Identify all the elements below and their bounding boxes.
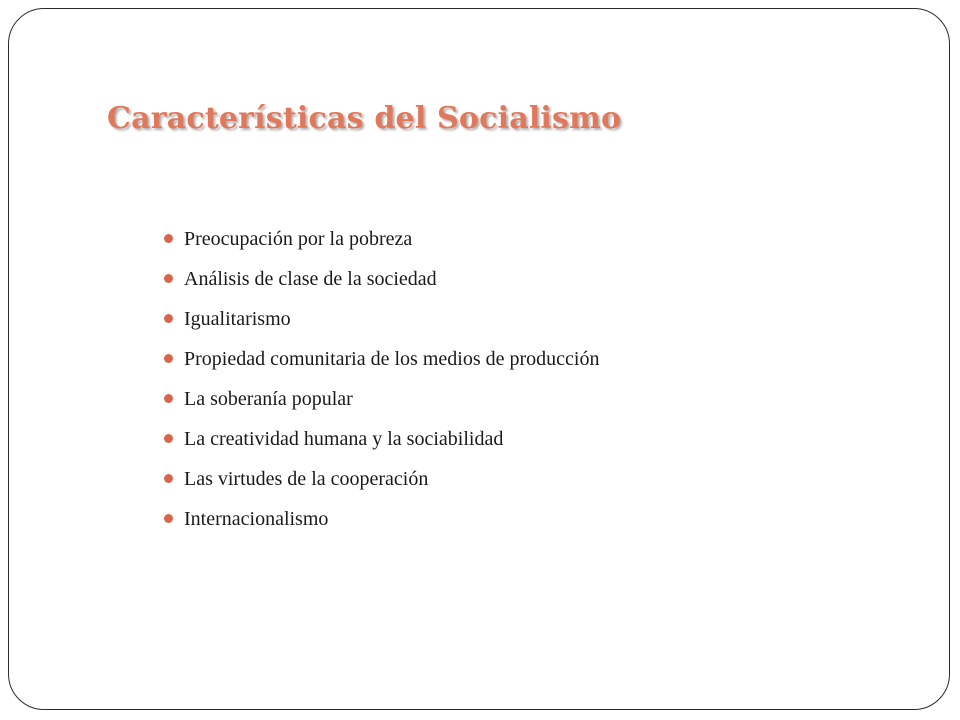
bullet-dot-icon bbox=[164, 354, 173, 363]
bullet-item bbox=[164, 341, 599, 381]
bullet-dot-icon bbox=[164, 394, 173, 403]
slide-title: Características del Socialismo bbox=[107, 101, 622, 136]
bullet-dot-icon bbox=[164, 474, 173, 483]
bullet-text: Igualitarismo bbox=[184, 308, 291, 330]
bullet-list bbox=[164, 221, 599, 541]
bullet-dot-icon bbox=[164, 274, 173, 283]
bullet-dot-icon bbox=[164, 434, 173, 443]
bullet-text: Internacionalismo bbox=[184, 508, 329, 530]
bullet-text: La soberanía popular bbox=[184, 388, 353, 410]
bullet-item bbox=[164, 301, 599, 341]
bullet-text: Preocupación por la pobreza bbox=[184, 228, 413, 250]
bullet-text: La creatividad humana y la sociabilidad bbox=[184, 428, 504, 450]
bullet-item bbox=[164, 501, 599, 541]
bullet-item bbox=[164, 381, 599, 421]
bullet-item bbox=[164, 461, 599, 501]
bullet-item bbox=[164, 221, 599, 261]
slide-frame bbox=[8, 8, 950, 710]
bullet-dot-icon bbox=[164, 234, 173, 243]
bullet-text: Las virtudes de la cooperación bbox=[184, 468, 429, 490]
bullet-text: Análisis de clase de la sociedad bbox=[184, 268, 437, 290]
bullet-dot-icon bbox=[164, 514, 173, 523]
bullet-item bbox=[164, 261, 599, 301]
bullet-dot-icon bbox=[164, 314, 173, 323]
bullet-text: Propiedad comunitaria de los medios de producción bbox=[184, 348, 600, 370]
bullet-item bbox=[164, 421, 599, 461]
